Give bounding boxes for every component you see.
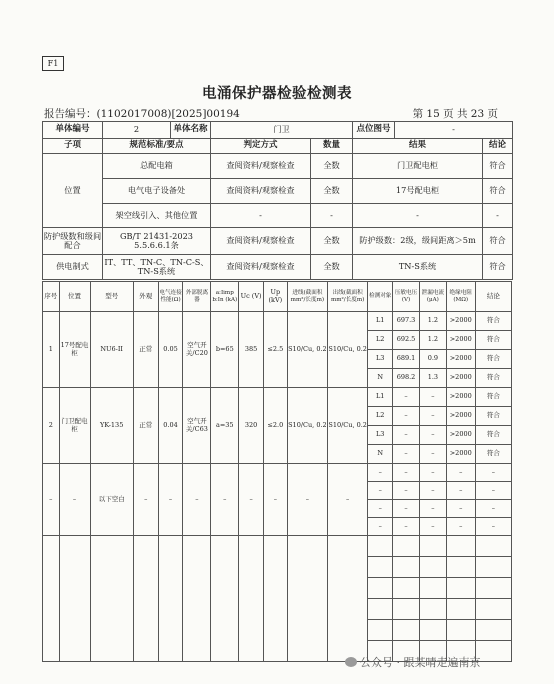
- up-cell: ≤2.5: [264, 312, 288, 388]
- detail-col-header: 压敏电压(V): [393, 282, 420, 312]
- leak-current-cell: –: [419, 500, 446, 518]
- conclusion-cell: 符合: [483, 179, 513, 204]
- leak-current-cell: [419, 557, 446, 578]
- empty-cell: [133, 536, 158, 662]
- varistor-voltage-cell: –: [393, 388, 420, 407]
- leak-current-cell: –: [419, 388, 446, 407]
- leak-current-cell: –: [419, 464, 446, 482]
- detail-col-header: 型号: [90, 282, 133, 312]
- insulation-cell: >2000: [446, 331, 475, 350]
- detail-col-header: 出线(截面积mm²/长度m): [328, 282, 368, 312]
- insulation-cell: >2000: [446, 445, 475, 464]
- col-header-conclusion: 结论: [483, 139, 513, 154]
- insulation-cell: >2000: [446, 426, 475, 445]
- leak-current-cell: 1.2: [419, 331, 446, 350]
- unit-no: 2: [103, 122, 171, 139]
- unit-name: 门卫: [211, 122, 353, 139]
- col-header-result: 结果: [353, 139, 483, 154]
- out-line-cell: S10/Cu, 0.2: [328, 388, 368, 464]
- result-cell: [475, 599, 511, 620]
- unit-no-label: 单体编号: [43, 122, 103, 139]
- varistor-voltage-cell: [393, 536, 420, 557]
- col-header-qty: 数量: [311, 139, 353, 154]
- result-cell: 17号配电柜: [353, 179, 483, 204]
- col-header-point: 规范标准/要点: [103, 139, 211, 154]
- leak-current-cell: [419, 620, 446, 641]
- location-row-2: [43, 179, 513, 204]
- uc-cell: 320: [239, 388, 264, 464]
- current-cell: a=35: [211, 388, 239, 464]
- detail-col-header: Up (kV): [264, 282, 288, 312]
- location-cell: 门卫配电柜: [59, 388, 90, 464]
- power-row: [43, 255, 513, 280]
- insulation-cell: >2000: [446, 369, 475, 388]
- inspection-summary-table: [42, 121, 513, 280]
- point-cell: 总配电箱: [103, 154, 211, 179]
- row-no: 2: [43, 388, 60, 464]
- leak-current-cell: –: [419, 482, 446, 500]
- power-qty: 全数: [311, 255, 353, 280]
- page-title: 电涌保护器检验检测表: [202, 85, 352, 102]
- detail-col-header: 位置: [59, 282, 90, 312]
- method-cell: 查阅资料/观察检查: [211, 179, 311, 204]
- object-cell: [368, 578, 393, 599]
- power-conclusion: 符合: [483, 255, 513, 280]
- result-cell: 符合: [475, 388, 511, 407]
- leak-current-cell: 0.9: [419, 350, 446, 369]
- protection-method: 查阅资料/观察检查: [211, 228, 311, 255]
- object-cell: [368, 536, 393, 557]
- varistor-voltage-cell: 689.1: [393, 350, 420, 369]
- up-cell: ≤2.0: [264, 388, 288, 464]
- protection-row: [43, 228, 513, 255]
- result-cell: [475, 536, 511, 557]
- empty-cell: [211, 536, 239, 662]
- detail-col-header: 电气连接性能(Ω): [158, 282, 183, 312]
- appearance-cell: 正常: [133, 312, 158, 388]
- object-cell: N: [368, 445, 393, 464]
- empty-cell: [90, 536, 133, 662]
- object-cell: L3: [368, 350, 393, 369]
- row-no: 1: [43, 312, 60, 388]
- result-cell: [475, 620, 511, 641]
- detail-col-header: 序号: [43, 282, 60, 312]
- object-cell: L1: [368, 388, 393, 407]
- uc-cell: 385: [239, 312, 264, 388]
- varistor-voltage-cell: –: [393, 500, 420, 518]
- leak-current-cell: –: [419, 407, 446, 426]
- detail-col-header: 检测对象: [368, 282, 393, 312]
- drawing-no-label: 点位图号: [353, 122, 395, 139]
- leak-current-cell: –: [419, 518, 446, 536]
- varistor-voltage-cell: 698.2: [393, 369, 420, 388]
- leak-current-cell: 1.2: [419, 312, 446, 331]
- varistor-voltage-cell: –: [393, 464, 420, 482]
- leak-current-cell: [419, 599, 446, 620]
- detail-col-header: 泄漏电流(μA): [419, 282, 446, 312]
- insulation-cell: –: [446, 500, 475, 518]
- empty-cell: [183, 536, 211, 662]
- varistor-voltage-cell: –: [393, 445, 420, 464]
- result-cell: 符合: [475, 407, 511, 426]
- method-cell: -: [211, 204, 311, 228]
- current-cell: b=65: [211, 312, 239, 388]
- empty-cell: [264, 536, 288, 662]
- protection-qty: 全数: [311, 228, 353, 255]
- insulation-cell: [446, 578, 475, 599]
- result-cell: –: [475, 518, 511, 536]
- insulation-cell: –: [446, 482, 475, 500]
- watermark-text: 公众号 · 跟某晴走遍南京: [360, 656, 481, 669]
- qty-cell: 全数: [311, 154, 353, 179]
- out-line-cell: –: [328, 464, 368, 536]
- empty-cell: [158, 536, 183, 662]
- varistor-voltage-cell: –: [393, 407, 420, 426]
- object-cell: [368, 599, 393, 620]
- detacher-cell: 空气开关/C63: [183, 388, 211, 464]
- protection-point: GB/T 21431-2023 5.5.6.6.1条: [103, 228, 211, 255]
- empty-cell: [43, 536, 60, 662]
- detail-header-row: [43, 282, 512, 312]
- detail-col-header: 绝缘电阻(MΩ): [446, 282, 475, 312]
- qty-cell: -: [311, 204, 353, 228]
- result-cell: 符合: [475, 350, 511, 369]
- object-cell: –: [368, 464, 393, 482]
- location-cell: –: [59, 464, 90, 536]
- leak-current-cell: –: [419, 445, 446, 464]
- empty-cell: [59, 536, 90, 662]
- varistor-voltage-cell: [393, 599, 420, 620]
- detail-col-header: 进线(截面积mm²/长度m): [287, 282, 327, 312]
- result-cell: –: [475, 482, 511, 500]
- model-cell: NU6-II: [90, 312, 133, 388]
- conn-cell: –: [158, 464, 183, 536]
- leak-current-cell: –: [419, 426, 446, 445]
- result-cell: –: [475, 500, 511, 518]
- in-line-cell: S10/Cu, 0.2: [287, 312, 327, 388]
- drawing-no: -: [395, 122, 513, 139]
- object-cell: N: [368, 369, 393, 388]
- empty-cell: [239, 536, 264, 662]
- varistor-voltage-cell: 692.5: [393, 331, 420, 350]
- detail-col-header: 外观: [133, 282, 158, 312]
- page-info: 第 15 页 共 23 页: [412, 108, 498, 120]
- location-row-1: [43, 154, 513, 179]
- empty-cell: [287, 536, 327, 662]
- object-cell: L3: [368, 426, 393, 445]
- wechat-icon: [345, 657, 357, 667]
- col-header-item: 子项: [43, 139, 103, 154]
- model-cell: 以下空白: [90, 464, 133, 536]
- conn-cell: 0.04: [158, 388, 183, 464]
- insulation-cell: [446, 557, 475, 578]
- insulation-cell: >2000: [446, 407, 475, 426]
- report-number: 报告编号：(1102017008)[2025]00194: [44, 108, 240, 120]
- location-cell: 17号配电柜: [59, 312, 90, 388]
- insulation-cell: –: [446, 518, 475, 536]
- detail-col-header: Uc (V): [239, 282, 264, 312]
- table1-header-row: [43, 139, 513, 154]
- conclusion-cell: -: [483, 204, 513, 228]
- varistor-voltage-cell: [393, 557, 420, 578]
- conclusion-cell: 符合: [483, 154, 513, 179]
- protection-result: 防护级数：2级，级间距离＞5m: [353, 228, 483, 255]
- conn-cell: 0.05: [158, 312, 183, 388]
- appearance-cell: –: [133, 464, 158, 536]
- result-cell: [475, 578, 511, 599]
- result-cell: 符合: [475, 445, 511, 464]
- location-label: 位置: [43, 154, 103, 228]
- blank-row: [43, 464, 512, 482]
- object-cell: –: [368, 518, 393, 536]
- protection-conclusion: 符合: [483, 228, 513, 255]
- power-item: 供电制式: [43, 255, 103, 280]
- point-cell: 架空线引入、其他位置: [103, 204, 211, 228]
- object-cell: –: [368, 500, 393, 518]
- result-cell: 符合: [475, 331, 511, 350]
- insulation-cell: –: [446, 464, 475, 482]
- location-row-3: [43, 204, 513, 228]
- unit-name-label: 单体名称: [171, 122, 211, 139]
- insulation-cell: >2000: [446, 350, 475, 369]
- detail-col-header: 结论: [475, 282, 511, 312]
- power-method: 查阅资料/观察检查: [211, 255, 311, 280]
- result-cell: 门卫配电柜: [353, 154, 483, 179]
- result-cell: –: [475, 464, 511, 482]
- out-line-cell: S10/Cu, 0.2: [328, 312, 368, 388]
- form-tag: F1: [42, 56, 64, 71]
- object-cell: L2: [368, 407, 393, 426]
- leak-current-cell: 1.3: [419, 369, 446, 388]
- uc-cell: –: [239, 464, 264, 536]
- result-cell: 符合: [475, 369, 511, 388]
- object-cell: L2: [368, 331, 393, 350]
- object-cell: [368, 557, 393, 578]
- detail-col-header: 外部脱离器: [183, 282, 211, 312]
- insulation-cell: [446, 599, 475, 620]
- in-line-cell: –: [287, 464, 327, 536]
- detacher-cell: 空气开关/C20: [183, 312, 211, 388]
- varistor-voltage-cell: –: [393, 482, 420, 500]
- detail-col-header: a:Iimp b:In (kA): [211, 282, 239, 312]
- insulation-cell: >2000: [446, 388, 475, 407]
- varistor-voltage-cell: –: [393, 518, 420, 536]
- insulation-cell: >2000: [446, 312, 475, 331]
- protection-item: 防护级数和级间配合: [43, 228, 103, 255]
- varistor-voltage-cell: [393, 620, 420, 641]
- method-cell: 查阅资料/观察检查: [211, 154, 311, 179]
- qty-cell: 全数: [311, 179, 353, 204]
- watermark: [345, 654, 481, 670]
- detail-row: [43, 312, 512, 331]
- leak-current-cell: [419, 536, 446, 557]
- result-cell: [475, 557, 511, 578]
- point-cell: 电气电子设备处: [103, 179, 211, 204]
- appearance-cell: 正常: [133, 388, 158, 464]
- spd-detail-table: [42, 281, 512, 662]
- object-cell: –: [368, 482, 393, 500]
- row-no: –: [43, 464, 60, 536]
- insulation-cell: [446, 620, 475, 641]
- info-row: [43, 122, 513, 139]
- up-cell: –: [264, 464, 288, 536]
- result-cell: 符合: [475, 312, 511, 331]
- blank-row: [43, 536, 512, 557]
- in-line-cell: S10/Cu, 0.2: [287, 388, 327, 464]
- object-cell: L1: [368, 312, 393, 331]
- detacher-cell: –: [183, 464, 211, 536]
- insulation-cell: [446, 536, 475, 557]
- varistor-voltage-cell: 697.3: [393, 312, 420, 331]
- power-result: TN-S系统: [353, 255, 483, 280]
- result-cell: -: [353, 204, 483, 228]
- empty-cell: [328, 536, 368, 662]
- object-cell: [368, 620, 393, 641]
- col-header-method: 判定方式: [211, 139, 311, 154]
- detail-row: [43, 388, 512, 407]
- power-point: IT、TT、TN-C、TN-C-S、TN-S系统: [103, 255, 211, 280]
- result-cell: 符合: [475, 426, 511, 445]
- current-cell: –: [211, 464, 239, 536]
- varistor-voltage-cell: –: [393, 426, 420, 445]
- model-cell: YK-135: [90, 388, 133, 464]
- leak-current-cell: [419, 578, 446, 599]
- varistor-voltage-cell: [393, 578, 420, 599]
